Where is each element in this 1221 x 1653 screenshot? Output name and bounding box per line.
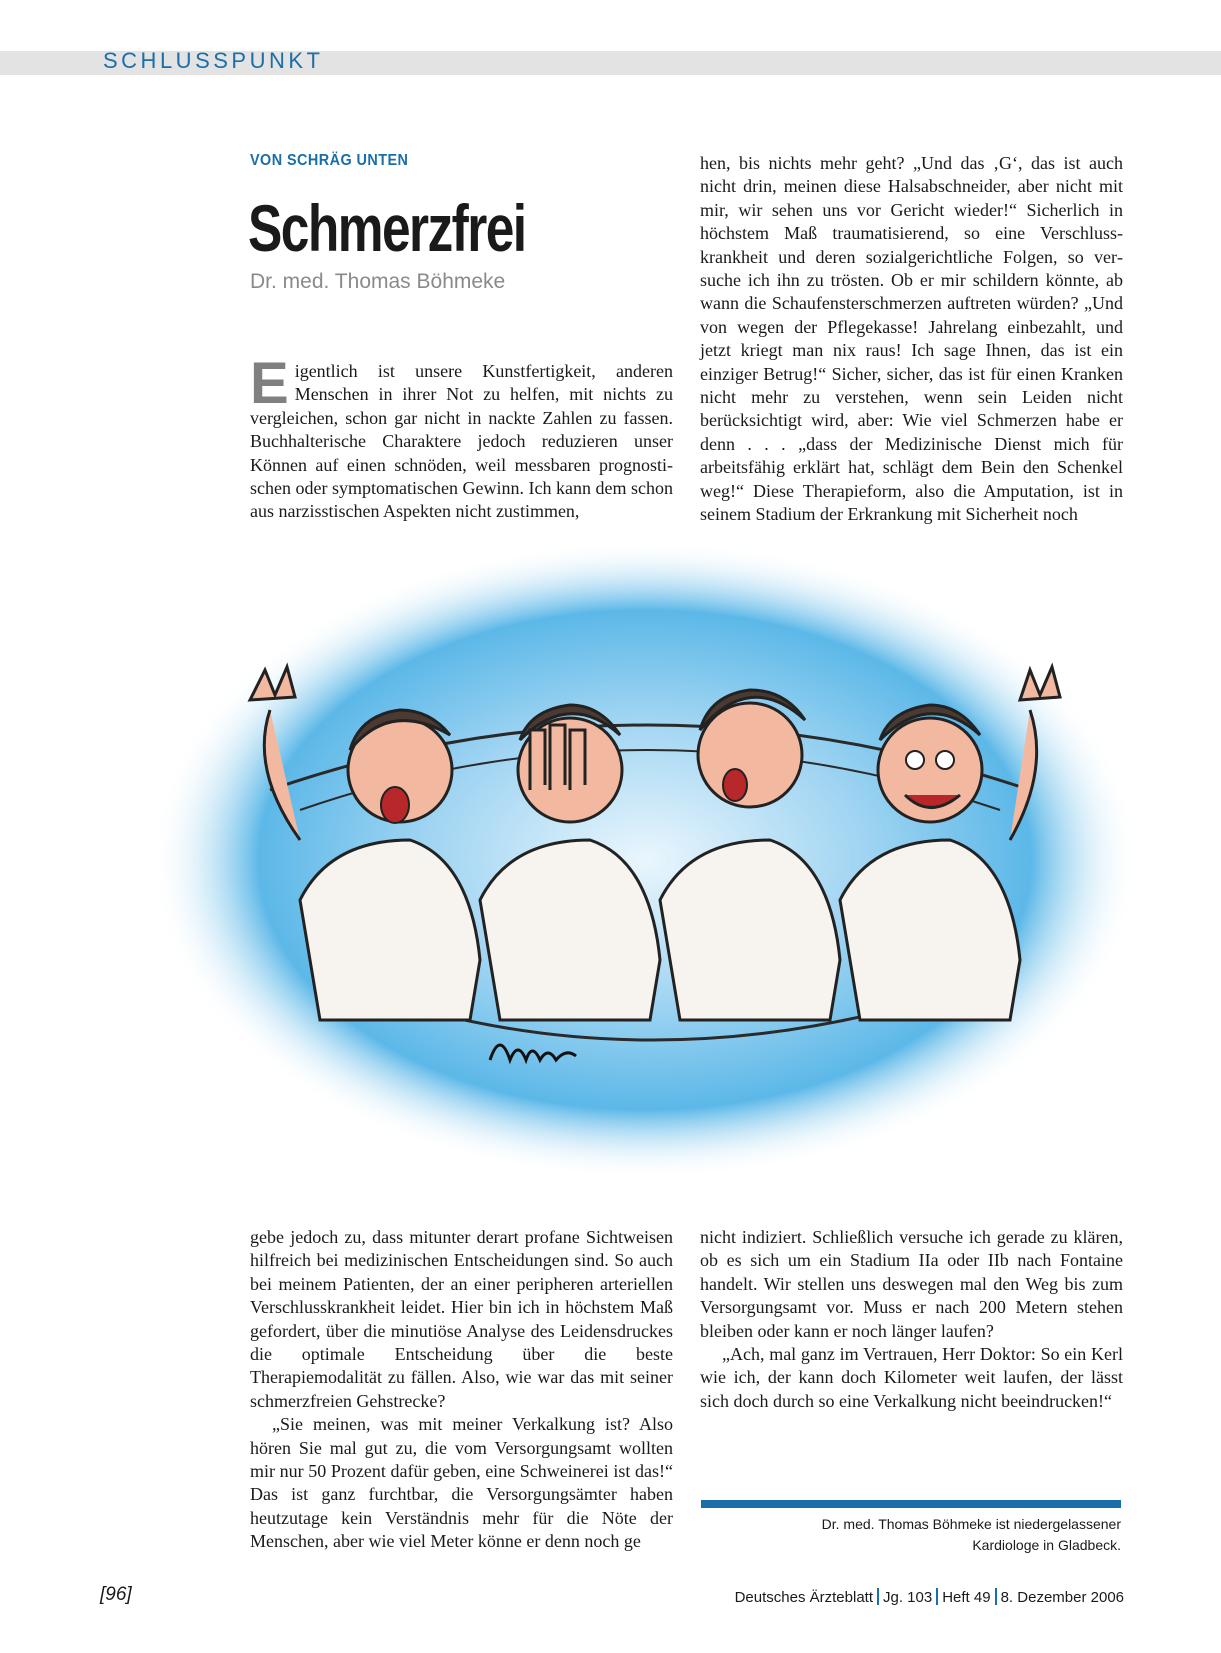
footer-separator [877, 1588, 879, 1605]
author-bio-line: Kardiologe in Gladbeck. [972, 1537, 1121, 1553]
cartoon-illustration [150, 540, 1140, 1180]
journal-issue: Heft 49 [942, 1589, 991, 1606]
text-column-1 [250, 351, 673, 524]
paragraph: nicht indiziert. Schließlich versuche ich gerade zu klären, ob es sich um ein Stadium IIa oder IIb nach Fontaine handelt. Wir stellen uns deswegen mal den Weg bis zum Versorgungsamt vor. Muss er nach 200 Metern stehen bleiben oder kann er noch länger laufen? [700, 1227, 1123, 1341]
text-column-4 [700, 1226, 1123, 1413]
paragraph: gebe jedoch zu, dass mitunter derart profane Sichtweisen hilfreich bei medizinischen Entscheidungen sind. So auch bei meinem Patienten, der an einer peripheren arteriellen Verschlusskrankheit leidet. Hier bin ich in höchstem Maß gefordert, über die minutiöse Analyse des Leidensdruckes die optimale Entscheidung über die beste Therapiemodalität zu fällen. Also, wie war das mit seiner schmerzfreien Gehstrecke? [250, 1227, 673, 1411]
article-author: Dr. med. Thomas Böhmeke [250, 270, 506, 293]
page-number: [96] [100, 1584, 132, 1605]
paragraph: hen, bis nichts mehr geht? „Und das ‚G‘, das ist auch nicht drin, meinen diese Halsabschneider, aber nicht mit mir, wir sehen uns vor Gericht wieder!“ Sicherlich in höchstem Maß traumatisierend, so eine Verschlusskrankheit und deren sozialgerichtliche Folgen, so versuche ich ihn zu trösten. Ob er mir schildern könnte, ab wann die Schaufensterschmerzen auftreten würden? „Und von wegen der Pflegekasse! Jahrelang einbezahlt, und jetzt kriegt man nix raus! Ich sage Ihnen, das ist ein einziger Betrug!“ Sicher, sicher, das ist für einen Kranken nicht mehr zu verstehen, wenn sein Leiden nicht berücksichtigt wird, aber: Wie viel Schmerzen habe er denn . . . „dass der Medizinische Dienst mich für arbeitsfähig erklärt hat, schlägt dem Bein den Schenkel weg!“ Diese Therapieform, also die Amputation, ist in seinem Stadium der Erkrankung mit Sicherheit noch [700, 153, 1123, 525]
footer-separator [936, 1588, 938, 1605]
paragraph: igentlich ist unsere Kunstfertigkeit, anderen Menschen in ihrer Not zu helfen, mit nichts zu vergleichen, schon gar nicht in nackte Zahlen zu fassen. Buchhalterische Charaktere jedoch reduzieren unser Können auf einen schnöden, weil messbaren prognostischen oder symptomatischen Gewinn. Ich kann dem schon aus narzisstischen Aspekten nicht zustimmen, [250, 361, 673, 522]
paragraph: „Sie meinen, was mit meiner Verkalkung ist? Also hören Sie mal gut zu, die vom Versorgungsamt wollten mir nur 50 Prozent dafür geben, eine Schweinerei ist das!“ Das ist ganz furchtbar, die Versorgungsämter haben heutzutage kein Verständnis mehr für die Nöte der Menschen, aber wie viel Meter könne er denn noch ge [250, 1414, 673, 1552]
drop-cap: E [250, 351, 289, 416]
text-column-2 [700, 152, 1123, 527]
author-bio [701, 1514, 1121, 1556]
footer-separator [995, 1588, 997, 1605]
text-column-3 [250, 1226, 673, 1554]
sky-background [150, 540, 1140, 1180]
paragraph: „Ach, mal ganz im Vertrauen, Herr Doktor: So ein Kerl wie ich, der kann doch Kilometer weit laufen, der lässt sich doch durch so eine Verkalkung nicht beeindrucken!“ [700, 1344, 1123, 1411]
article-title: Schmerzfrei [248, 191, 526, 265]
journal-footer [735, 1588, 1124, 1606]
journal-volume: Jg. 103 [883, 1589, 933, 1606]
section-label: SCHLUSSPUNKT [103, 48, 324, 73]
journal-name: Deutsches Ärzteblatt [734, 1589, 873, 1606]
author-bio-rule [701, 1500, 1121, 1508]
article-kicker: VON SCHRÄG UNTEN [250, 152, 409, 169]
journal-date: 8. Dezember 2006 [1000, 1589, 1124, 1606]
author-bio-line: Dr. med. Thomas Böhmeke ist niedergelassener [821, 1516, 1121, 1532]
